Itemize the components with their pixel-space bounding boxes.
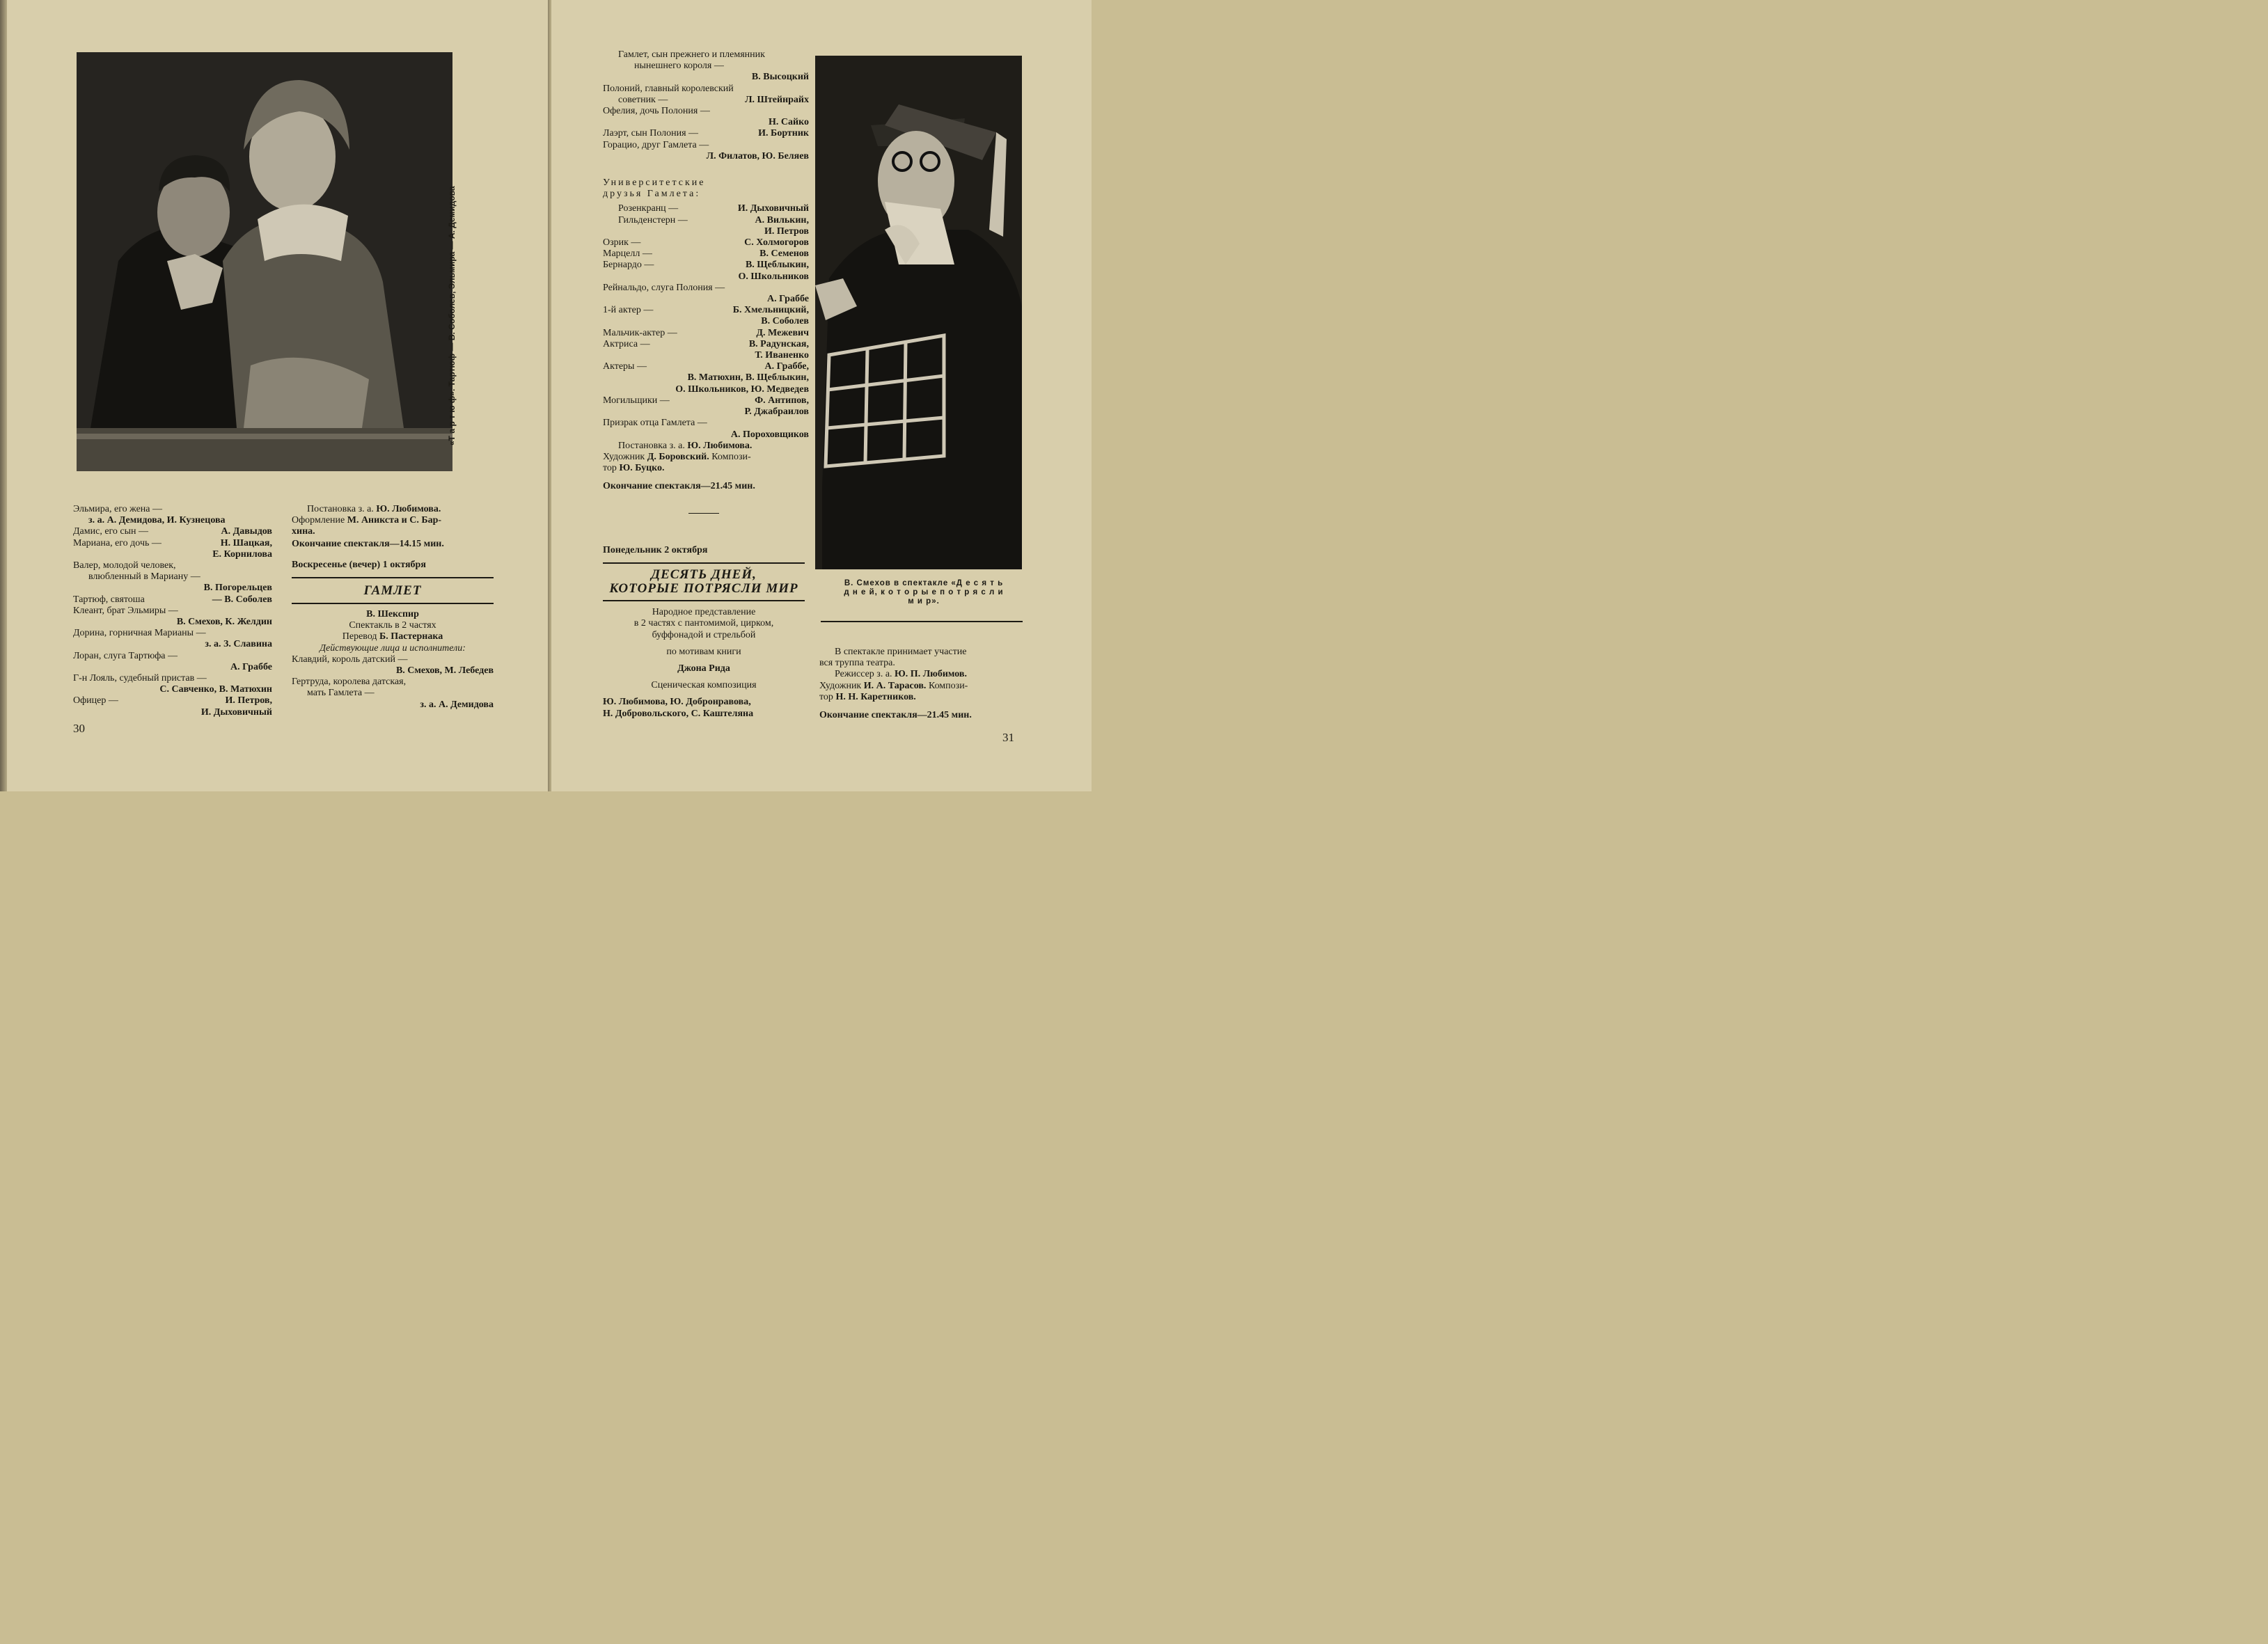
column-hamlet-intro — [292, 504, 494, 711]
cast-actor: А. Вилькин, — [755, 214, 809, 226]
cast-line: Призрак отца Гамлета — — [603, 418, 707, 429]
credit-label: Художник — [819, 680, 862, 691]
cast-role: Офицер — — [73, 695, 118, 706]
play-info: буффонадой и стрельбой — [652, 629, 756, 640]
author: Джона Рида — [677, 663, 730, 674]
cast-role: Марцелл — — [603, 248, 652, 260]
page-number: 31 — [1002, 731, 1014, 744]
cast-actor: О. Школьников, Ю. Медведев — [675, 384, 809, 395]
cast-actor: Б. Хмельницкий, — [732, 305, 809, 316]
caption-line: В. Смехов в спектакле «Д е с я т ь — [844, 579, 1004, 587]
caption-line: м и р». — [908, 597, 940, 606]
end-time: Окончание спектакля—21.45 мин. — [603, 481, 755, 492]
end-time: Окончание спектакля—14.15 мин. — [292, 538, 444, 549]
cast-actor: А. Граббе, — [764, 361, 809, 372]
cast-line: Полоний, главный королевский — [603, 83, 734, 94]
cast-line: Клавдий, король датский — — [292, 654, 408, 665]
photo-caption — [827, 579, 1021, 606]
cast-heading: Действующие лица и исполнители: — [320, 642, 466, 654]
credit-name: Б. Пастернака — [379, 631, 443, 642]
play-title: КОТОРЫЕ ПОТРЯСЛИ МИР — [609, 581, 798, 596]
credit-name: Ю. Любимова. — [687, 440, 753, 451]
cast-actor: И. Петров — [764, 226, 809, 237]
section-heading: Университетские — [603, 177, 706, 189]
cast-line: Клеант, брат Эльмиры — — [73, 605, 178, 616]
cast-line: Офелия, дочь Полония — — [603, 106, 710, 117]
page-number: 30 — [73, 722, 85, 735]
rule — [603, 562, 805, 564]
date-heading: Понедельник 2 октября — [603, 545, 708, 555]
credit-name: Н. Н. Каретников. — [835, 691, 916, 702]
play-info: по мотивам книги — [666, 646, 741, 657]
credit-name: Ю. Любимова, Ю. Добронравова, — [603, 697, 751, 708]
cast-role: Озрик — — [603, 237, 641, 248]
cast-line: Горацио, друг Гамлета — — [603, 139, 709, 150]
rule — [292, 603, 494, 604]
caption-line: д н е й, к о т о р ы е п о т р я с л и — [844, 588, 1004, 596]
credit-name: Ю. П. Любимов. — [895, 669, 967, 680]
credit-label: Компози- — [928, 680, 968, 691]
cast-actor: И. Дыховичный — [200, 706, 272, 718]
cast-actor: Л. Штейнрайх — [745, 94, 809, 105]
note-line: В спектакле принимает участие — [835, 647, 967, 657]
cast-actor: И. Петров, — [225, 695, 272, 706]
photo-caption-vertical: «Т а р т ю ф». Тартюф — В. Соболев, Эльмира — А. Демидова — [447, 186, 457, 445]
cast-role: Лаэрт, сын Полония — — [603, 128, 699, 139]
smekhov-photo — [815, 56, 1022, 569]
rule — [603, 600, 805, 601]
section-heading: друзья Гамлета: — [603, 189, 701, 200]
cast-role: Актриса — — [603, 338, 650, 349]
play-info: Народное представление — [652, 607, 756, 618]
credit-label: Перевод — [342, 631, 377, 642]
cast-actor: С. Холмогоров — [744, 237, 809, 248]
credit-label: Постановка з. а. — [618, 440, 685, 451]
credit-name: М. Аникста и С. Бар- — [347, 515, 442, 526]
cast-actor: Н. Шацкая, — [220, 537, 272, 548]
cast-line: Гамлет, сын прежнего и племянник — [618, 49, 765, 60]
cast-actor: В. Погорельцев — [203, 583, 272, 594]
cast-actor: В. Щеблыкин, — [745, 260, 809, 271]
cast-role: 1-й актер — — [603, 305, 654, 316]
cast-actor: В. Соболев — [761, 316, 809, 327]
cast-line: нынешнего короля — — [634, 61, 724, 72]
cast-actor: В. Семенов — [759, 248, 809, 260]
play-info: Сценическая композиция — [651, 680, 757, 691]
cast-line: Гертруда, королева датская, — [292, 677, 407, 688]
credit-name: хина. — [292, 526, 315, 537]
credit-name: Ю. Любимова. — [376, 504, 441, 514]
date-heading: Воскресенье (вечер) 1 октября — [292, 559, 426, 570]
cast-actor: Д. Межевич — [756, 327, 809, 338]
cast-role: Дамис, его сын — — [73, 526, 149, 537]
cast-actor: А. Граббе — [767, 294, 809, 305]
cast-role: Мариана, его дочь — — [73, 537, 162, 548]
cast-actor: з. а. А. Демидова — [420, 699, 494, 710]
credit-label: тор — [819, 691, 833, 702]
cast-list-hamlet — [603, 49, 809, 493]
credit-label: Компози- — [711, 451, 751, 462]
credit-label: Художник — [603, 451, 645, 462]
cast-role: советник — — [618, 94, 668, 105]
credit-name: Ю. Буцко. — [619, 463, 665, 474]
cast-actor: А. Граббе — [230, 661, 272, 672]
cast-actor: Ф. Антипов, — [755, 395, 809, 406]
cast-role: Тартюф, святоша — [73, 594, 145, 605]
cast-actor: И. Дыховичный — [737, 203, 809, 214]
cast-role: Бернардо — — [603, 260, 654, 271]
rule — [292, 577, 494, 578]
cast-actor: О. Школьников — [738, 271, 809, 282]
cast-actor: Р. Джабраилов — [744, 406, 809, 418]
cast-line: з. а. А. Демидова, И. Кузнецова — [88, 515, 226, 526]
tartuffe-photo — [77, 52, 452, 471]
cast-actor: В. Смехов, К. Желдин — [176, 617, 272, 628]
play-info: в 2 частях с пантомимой, цирком, — [633, 618, 774, 629]
cast-role: Розенкранц — — [618, 203, 679, 214]
cast-actor: В. Радунская, — [748, 338, 809, 349]
cast-line: Рейнальдо, слуга Полония — — [603, 282, 725, 293]
short-rule — [688, 513, 719, 514]
credit-label: Режиссер з. а. — [835, 669, 892, 680]
cast-line: Дорина, горничная Марианы — — [73, 628, 206, 639]
author: В. Шекспир — [366, 609, 419, 620]
credit-name: Н. Добровольского, С. Каштеляна — [603, 708, 754, 719]
cast-line: Лоран, слуга Тартюфа — — [73, 650, 178, 661]
left-page — [0, 0, 550, 791]
cast-actor: А. Пороховщиков — [730, 429, 809, 440]
cast-role: Гильденстерн — — [618, 214, 688, 226]
cast-actor: И. Бортник — [758, 128, 809, 139]
cast-line: влюбленный в Мариану — — [88, 571, 200, 583]
page-edge — [0, 0, 7, 791]
credit-name: И. А. Тарасов. — [863, 680, 927, 691]
cast-actor: Т. Иваненко — [755, 350, 809, 361]
cast-actor: В. Матюхин, В. Щеблыкин, — [687, 372, 809, 384]
cast-role: Могильщики — — [603, 395, 670, 406]
notes-ten-days — [819, 647, 1023, 721]
cast-actor: Е. Корнилова — [212, 548, 272, 560]
column-ten-days — [603, 545, 805, 720]
cast-actor: — В. Соболев — [212, 594, 272, 605]
end-time: Окончание спектакля—21.45 мин. — [819, 710, 972, 721]
cast-line: Эльмира, его жена — — [73, 504, 163, 514]
cast-actor: Н. Сайко — [769, 117, 809, 128]
cast-role: Мальчик-актер — — [603, 327, 677, 338]
right-page — [551, 0, 1092, 791]
credit-label: Постановка з. а. — [307, 504, 374, 514]
credit-label: тор — [603, 463, 617, 474]
cast-line: мать Гамлета — — [307, 688, 375, 699]
play-title: ДЕСЯТЬ ДНЕЙ, — [651, 567, 757, 583]
cast-line: Г-н Лояль, судебный пристав — — [73, 673, 207, 684]
credit-label: Оформление — [292, 515, 345, 526]
play-title: ГАМЛЕТ — [363, 583, 422, 599]
cast-actor: А. Давыдов — [221, 526, 272, 537]
play-info: Спектакль в 2 частях — [349, 620, 436, 631]
cast-actor: С. Савченко, В. Матюхин — [159, 684, 272, 695]
cast-actor: Л. Филатов, Ю. Беляев — [706, 150, 809, 161]
cast-actor: В. Высоцкий — [751, 72, 809, 83]
note-line: вся труппа театра. — [819, 658, 895, 669]
cast-list-tartuffe — [73, 504, 272, 718]
cast-actor: з. а. З. Славина — [205, 639, 272, 650]
cast-role: Актеры — — [603, 361, 647, 372]
cast-line: Валер, молодой человек, — [73, 560, 176, 571]
rule — [821, 621, 1023, 622]
credit-name: Д. Боровский. — [647, 451, 709, 462]
cast-actor: В. Смехов, М. Лебедев — [395, 665, 494, 677]
